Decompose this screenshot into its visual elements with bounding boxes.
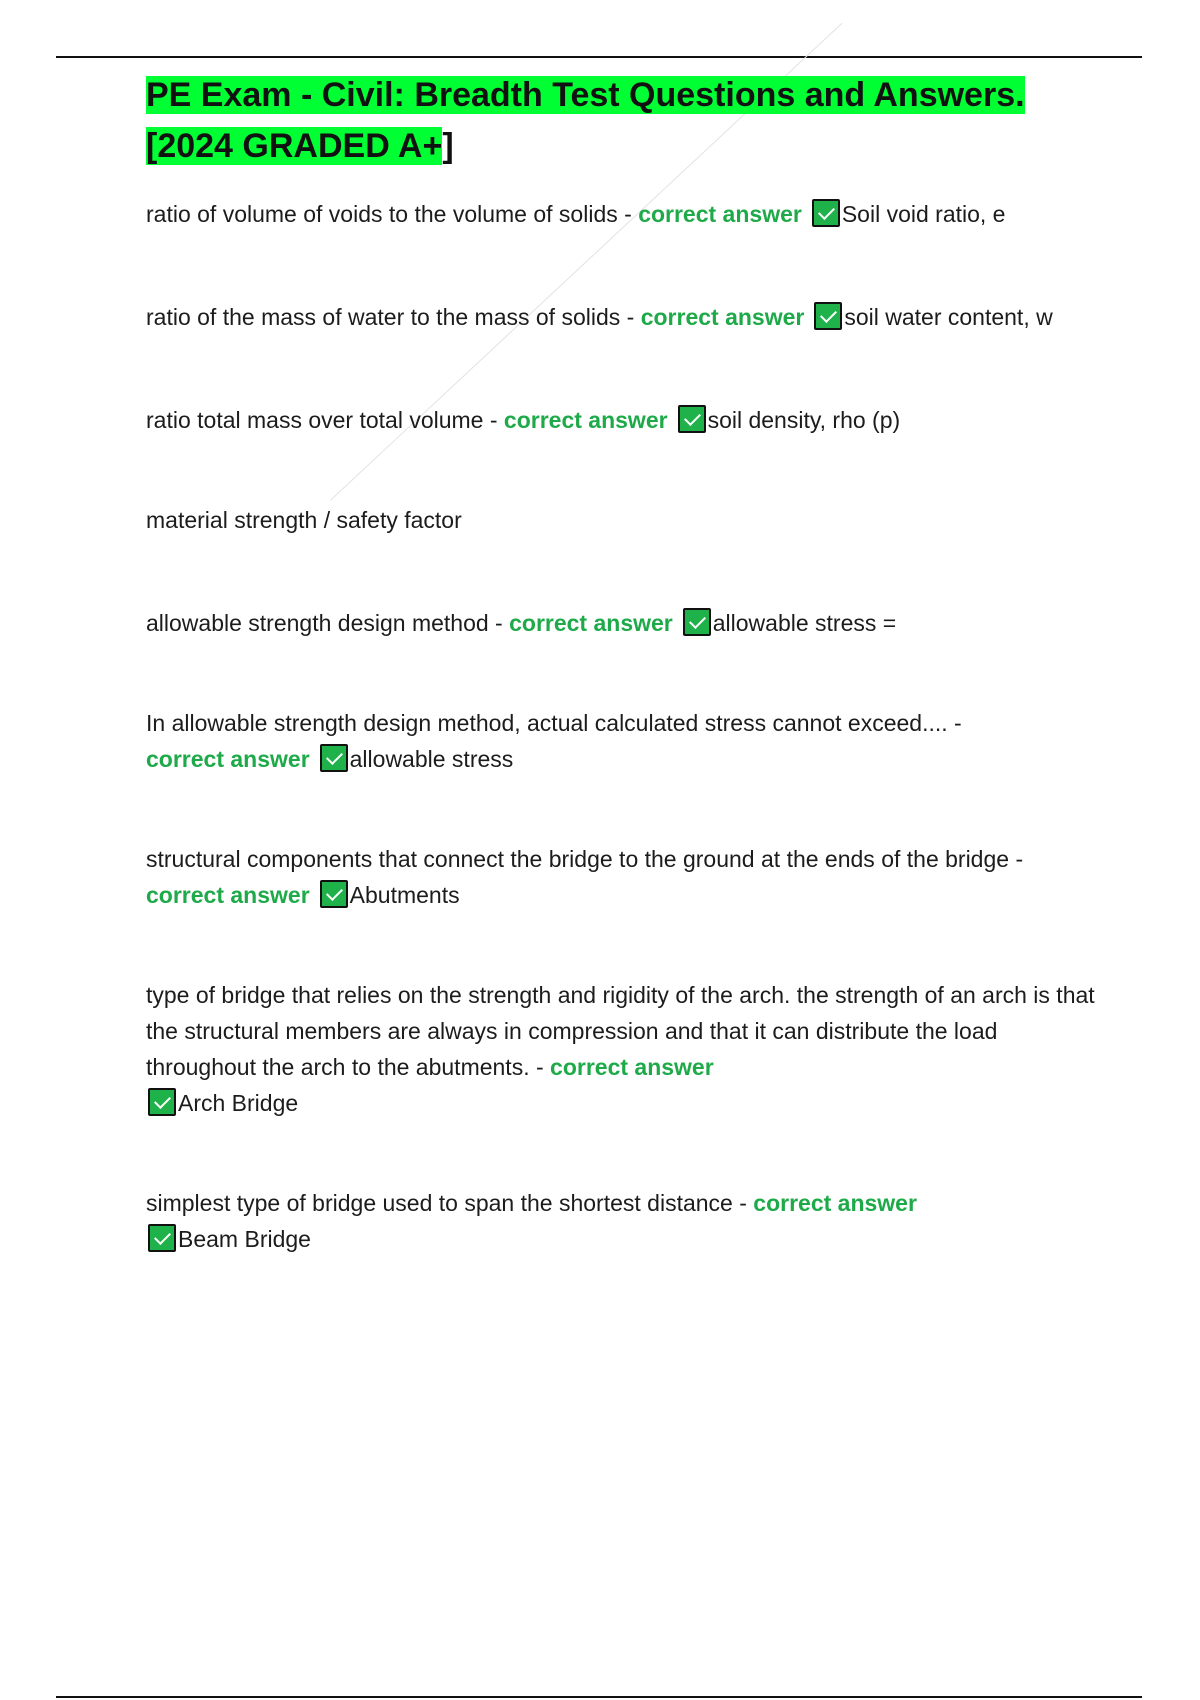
qa-item	[146, 1185, 1096, 1257]
top-rule	[56, 56, 1142, 58]
answer-text: allowable stress	[349, 746, 514, 772]
question-text: structural components that connect the bridge to the ground at the ends of the bridge -	[146, 846, 1024, 872]
correct-answer-label: correct answer	[638, 201, 802, 227]
check-mark-icon	[678, 405, 706, 433]
correct-answer-label: correct answer	[550, 1054, 714, 1080]
answer-text: soil density, rho (p)	[707, 407, 901, 433]
qa-item	[146, 841, 1096, 913]
question-text: material strength / safety factor	[146, 507, 462, 533]
correct-answer-label: correct answer	[146, 746, 310, 772]
check-mark-icon	[812, 199, 840, 227]
check-mark-icon	[320, 744, 348, 772]
answer-text: Abutments	[349, 882, 460, 908]
question-text: type of bridge that relies on the strength and rigidity of the arch. the strength of an arch is that the structural members are always in compression and that it can distribute the load throughout the arch to the abutments. -	[146, 982, 1095, 1080]
check-mark-icon	[148, 1224, 176, 1252]
check-mark-icon	[683, 608, 711, 636]
correct-answer-label: correct answer	[503, 407, 668, 433]
qa-item	[146, 605, 1096, 641]
question-text: allowable strength design method -	[146, 610, 510, 636]
question-text: ratio total mass over total volume -	[146, 407, 504, 433]
title-line-2-highlighted: [2024 GRADED A+	[146, 127, 443, 165]
qa-item	[146, 502, 1096, 538]
question-text: simplest type of bridge used to span the shortest distance -	[146, 1190, 754, 1216]
correct-answer-label: correct answer	[640, 304, 805, 330]
document-title	[146, 70, 1096, 172]
question-text: ratio of the mass of water to the mass of solids -	[146, 304, 641, 330]
answer-text: Beam Bridge	[178, 1226, 311, 1252]
check-mark-icon	[320, 880, 348, 908]
question-text: In allowable strength design method, actual calculated stress cannot exceed.... -	[146, 710, 962, 736]
correct-answer-label: correct answer	[753, 1190, 917, 1216]
bottom-rule	[56, 1696, 1142, 1698]
qa-item	[146, 196, 1096, 232]
title-line-1: PE Exam - Civil: Breadth Test Questions and Answers.	[146, 76, 1025, 114]
correct-answer-label: correct answer	[509, 610, 673, 636]
correct-answer-label: correct answer	[146, 882, 310, 908]
question-text: ratio of volume of voids to the volume of solids -	[146, 201, 639, 227]
check-mark-icon	[814, 302, 842, 330]
document-page	[146, 70, 1096, 1257]
answer-text: Arch Bridge	[178, 1090, 299, 1116]
check-mark-icon	[148, 1088, 176, 1116]
qa-item	[146, 705, 1096, 777]
title-line-2-rest: ]	[442, 127, 454, 165]
answer-text: Soil void ratio, e	[841, 201, 1006, 227]
qa-item	[146, 299, 1096, 335]
qa-item	[146, 977, 1096, 1121]
qa-item	[146, 402, 1096, 438]
answer-text: soil water content, w	[844, 304, 1053, 330]
answer-text: allowable stress =	[712, 610, 897, 636]
